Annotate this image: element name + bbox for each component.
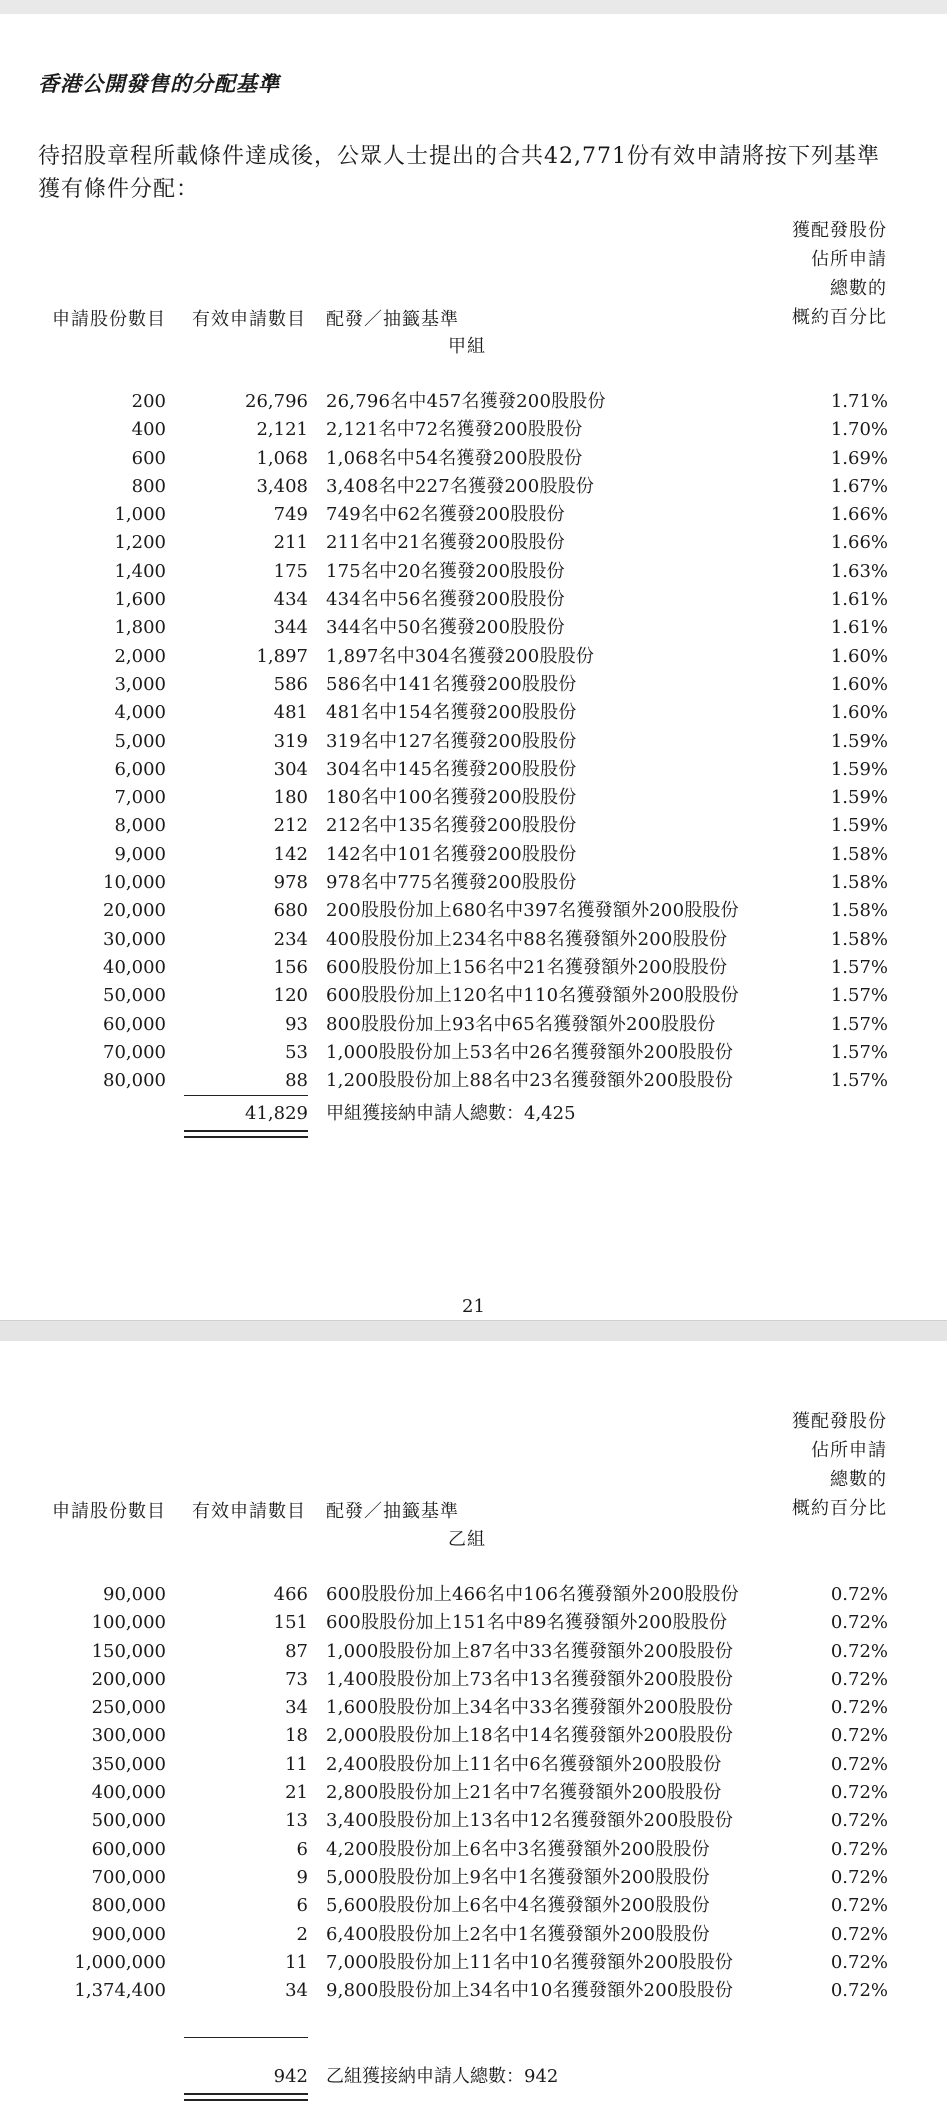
header-percentage-b (727, 1407, 887, 1523)
intro-paragraph: 待招股章程所載條件達成後，公眾人士提出的合共42,771份有效申請將按下列基準獲有條件分配： (38, 144, 880, 202)
total-double-rule-b (184, 2093, 308, 2101)
header-shares-b: 申請股份數目 (52, 1501, 166, 1522)
cell-basis: 1,897名中304名獲發200股股份 (326, 645, 595, 667)
cell-basis: 211名中21名獲發200股股份 (326, 532, 565, 554)
cell-shares: 400 (131, 419, 166, 441)
cell-shares: 200 (131, 391, 166, 412)
cell-shares: 800,000 (91, 1895, 166, 1917)
cell-shares: 1,000 (114, 504, 166, 526)
cell-percentage: 1.58% (830, 872, 888, 894)
table-row (0, 1892, 947, 1920)
table-row (0, 586, 947, 614)
cell-basis: 481名中154名獲發200股股份 (326, 702, 577, 724)
table-row (0, 784, 947, 812)
total-double-rule (184, 1130, 308, 1138)
cell-shares: 80,000 (103, 1070, 166, 1092)
total-label-a: 甲組獲接納申請人總數：4,425 (326, 1103, 576, 1124)
cell-basis: 1,600股股份加上34名中33名獲發額外200股股份 (326, 1697, 734, 1719)
table-row (0, 1921, 947, 1949)
total-valid-apps-b: 942 (273, 2066, 308, 2087)
header-pct-line-3: 總數的 (830, 278, 887, 299)
cell-percentage: 0.72% (830, 1697, 888, 1719)
cell-valid-apps: 142 (273, 843, 308, 865)
table-row (0, 1067, 947, 1095)
cell-valid-apps: 9 (296, 1866, 308, 1888)
cell-percentage: 1.57% (830, 956, 888, 978)
cell-percentage: 0.72% (830, 1923, 888, 1945)
cell-basis: 400股股份加上234名中88名獲發額外200股股份 (326, 928, 728, 950)
cell-valid-apps: 319 (273, 730, 308, 752)
cell-shares: 500,000 (91, 1810, 166, 1832)
cell-basis: 586名中141名獲發200股股份 (326, 673, 577, 695)
cell-valid-apps: 680 (273, 900, 308, 922)
cell-valid-apps: 120 (273, 985, 308, 1007)
table-row (0, 473, 947, 501)
cell-valid-apps: 2,121 (256, 419, 308, 441)
cell-percentage: 1.59% (830, 787, 888, 809)
cell-valid-apps: 88 (285, 1070, 308, 1092)
table-row (0, 1011, 947, 1039)
cell-percentage: 0.72% (830, 1782, 888, 1804)
table-row (0, 1694, 947, 1722)
top-scroll-strip (0, 0, 947, 15)
cell-valid-apps: 87 (285, 1640, 308, 1662)
cell-basis: 319名中127名獲發200股股份 (326, 730, 577, 752)
header-pct-line-2: 佔所申請 (811, 1440, 887, 1461)
cell-basis: 749名中62名獲發200股股份 (326, 504, 565, 526)
table-row (0, 869, 947, 897)
table-row (0, 529, 947, 557)
cell-shares: 7,000 (114, 787, 166, 809)
cell-shares: 700,000 (91, 1866, 166, 1888)
header-pct-line-4: 概約百分比 (792, 307, 887, 328)
cell-valid-apps: 234 (273, 928, 308, 950)
cell-percentage: 0.72% (830, 1584, 888, 1605)
cell-valid-apps: 304 (273, 758, 308, 780)
cell-valid-apps: 34 (285, 1697, 308, 1719)
cell-shares: 100,000 (91, 1612, 166, 1634)
cell-percentage: 0.72% (830, 1895, 888, 1917)
cell-valid-apps: 211 (273, 532, 308, 554)
cell-percentage: 1.60% (830, 702, 888, 724)
cell-shares: 2,000 (114, 645, 166, 667)
cell-valid-apps: 1,068 (256, 447, 308, 469)
table-row (0, 1609, 947, 1637)
cell-percentage: 1.59% (830, 758, 888, 780)
cell-shares: 350,000 (91, 1753, 166, 1775)
header-group-a: 甲組 (448, 336, 486, 357)
cell-percentage: 1.57% (830, 1070, 888, 1092)
table-row (0, 699, 947, 727)
header-pct-line-1: 獲配發股份 (792, 220, 887, 241)
cell-valid-apps: 180 (273, 787, 308, 809)
table-row (0, 897, 947, 925)
cell-valid-apps: 1,897 (256, 645, 308, 667)
cell-valid-apps: 26,796 (245, 391, 308, 412)
table-row (0, 1807, 947, 1835)
cell-basis: 212名中135名獲發200股股份 (326, 815, 577, 837)
cell-percentage: 0.72% (830, 1951, 888, 1973)
cell-valid-apps: 13 (285, 1810, 308, 1832)
cell-shares: 3,000 (114, 673, 166, 695)
cell-basis: 4,200股股份加上6名中3名獲發額外200股股份 (326, 1838, 710, 1860)
cell-shares: 1,200 (114, 532, 166, 554)
table-row (0, 728, 947, 756)
cell-percentage: 0.72% (830, 1866, 888, 1888)
cell-valid-apps: 344 (273, 617, 308, 639)
cell-percentage: 0.72% (830, 1980, 888, 2002)
table-row (0, 1836, 947, 1864)
table-row (0, 558, 947, 586)
table-row (0, 1864, 947, 1892)
cell-basis: 434名中56名獲發200股股份 (326, 589, 565, 611)
cell-valid-apps: 11 (285, 1951, 308, 1973)
header-valid-apps-b: 有效申請數目 (192, 1501, 306, 1522)
cell-shares: 600 (131, 447, 166, 469)
table-row (0, 926, 947, 954)
cell-shares: 250,000 (91, 1697, 166, 1719)
allocation-table-group-a (0, 388, 947, 1095)
cell-basis: 3,408名中227名獲發200股股份 (326, 475, 595, 497)
cell-basis: 1,000股股份加上87名中33名獲發額外200股股份 (326, 1640, 734, 1662)
table-row (0, 1751, 947, 1779)
table-row (0, 841, 947, 869)
cell-shares: 40,000 (103, 956, 166, 978)
document-page-21 (0, 14, 947, 1320)
cell-valid-apps: 175 (273, 560, 308, 582)
cell-shares: 400,000 (91, 1782, 166, 1804)
cell-basis: 600股股份加上120名中110名獲發額外200股股份 (326, 985, 739, 1007)
cell-shares: 150,000 (91, 1640, 166, 1662)
cell-percentage: 1.60% (830, 645, 888, 667)
cell-percentage: 0.72% (830, 1810, 888, 1832)
cell-percentage: 0.72% (830, 1612, 888, 1634)
cell-valid-apps: 151 (273, 1612, 308, 1634)
total-rule-b (184, 2037, 308, 2038)
cell-percentage: 1.61% (830, 589, 888, 611)
table-row (0, 388, 947, 416)
cell-basis: 1,068名中54名獲發200股股份 (326, 447, 583, 469)
cell-basis: 5,600股股份加上6名中4名獲發額外200股股份 (326, 1895, 710, 1917)
cell-basis: 978名中775名獲發200股股份 (326, 872, 577, 894)
total-valid-apps-a: 41,829 (245, 1103, 308, 1124)
page-gap (0, 1320, 947, 1342)
header-valid-apps: 有效申請數目 (192, 309, 306, 330)
cell-percentage: 1.57% (830, 985, 888, 1007)
cell-percentage: 0.72% (830, 1640, 888, 1662)
header-pct-line-4: 概約百分比 (792, 1498, 887, 1519)
table-row (0, 671, 947, 699)
table-row (0, 1977, 947, 2005)
table-row (0, 756, 947, 784)
cell-percentage: 1.69% (830, 447, 888, 469)
cell-basis: 9,800股股份加上34名中10名獲發額外200股股份 (326, 1980, 734, 2002)
cell-basis: 2,000股股份加上18名中14名獲發額外200股股份 (326, 1725, 734, 1747)
cell-basis: 7,000股股份加上11名中10名獲發額外200股股份 (326, 1951, 734, 1973)
cell-valid-apps: 481 (273, 702, 308, 724)
cell-percentage: 1.59% (830, 730, 888, 752)
cell-shares: 800 (131, 475, 166, 497)
table-row (0, 1779, 947, 1807)
cell-percentage: 0.72% (830, 1753, 888, 1775)
cell-percentage: 1.61% (830, 617, 888, 639)
document-page-22 (0, 1341, 947, 2113)
cell-shares: 900,000 (91, 1923, 166, 1945)
total-rule (184, 1095, 308, 1096)
header-group-b: 乙組 (448, 1529, 486, 1550)
header-basis: 配發／抽籤基準 (326, 309, 459, 330)
cell-basis: 200股股份加上680名中397名獲發額外200股股份 (326, 900, 739, 922)
cell-basis: 1,000股股份加上53名中26名獲發額外200股股份 (326, 1041, 734, 1063)
table-row (0, 1722, 947, 1750)
cell-shares: 1,374,400 (74, 1980, 166, 2002)
header-pct-line-1: 獲配發股份 (792, 1411, 887, 1432)
cell-basis: 26,796名中457名獲發200股股份 (326, 391, 606, 412)
table-row (0, 1638, 947, 1666)
table-row (0, 1949, 947, 1977)
cell-basis: 180名中100名獲發200股股份 (326, 787, 577, 809)
header-pct-line-2: 佔所申請 (811, 249, 887, 270)
cell-valid-apps: 6 (296, 1895, 308, 1917)
header-shares: 申請股份數目 (52, 309, 166, 330)
cell-shares: 30,000 (103, 928, 166, 950)
cell-basis: 1,200股股份加上88名中23名獲發額外200股股份 (326, 1070, 734, 1092)
table-row (0, 445, 947, 473)
cell-basis: 2,400股股份加上11名中6名獲發額外200股股份 (326, 1753, 722, 1775)
cell-basis: 142名中101名獲發200股股份 (326, 843, 577, 865)
cell-valid-apps: 73 (285, 1668, 308, 1690)
cell-valid-apps: 2 (296, 1923, 308, 1945)
cell-shares: 1,400 (114, 560, 166, 582)
cell-basis: 344名中50名獲發200股股份 (326, 617, 565, 639)
cell-percentage: 0.72% (830, 1838, 888, 1860)
page-number: 21 (462, 1296, 485, 1317)
cell-shares: 600,000 (91, 1838, 166, 1860)
section-heading: 香港公開發售的分配基準 (38, 71, 280, 96)
cell-shares: 1,000,000 (74, 1951, 166, 1973)
cell-valid-apps: 6 (296, 1838, 308, 1860)
cell-percentage: 1.63% (830, 560, 888, 582)
cell-percentage: 1.57% (830, 1041, 888, 1063)
cell-shares: 10,000 (103, 872, 166, 894)
cell-valid-apps: 212 (273, 815, 308, 837)
cell-percentage: 1.59% (830, 815, 888, 837)
cell-valid-apps: 434 (273, 589, 308, 611)
table-row (0, 812, 947, 840)
cell-shares: 1,600 (114, 589, 166, 611)
cell-percentage: 1.58% (830, 843, 888, 865)
cell-basis: 2,121名中72名獲發200股股份 (326, 419, 583, 441)
cell-valid-apps: 3,408 (256, 475, 308, 497)
cell-shares: 5,000 (114, 730, 166, 752)
cell-shares: 20,000 (103, 900, 166, 922)
cell-shares: 90,000 (103, 1584, 166, 1605)
cell-shares: 60,000 (103, 1013, 166, 1035)
cell-valid-apps: 586 (273, 673, 308, 695)
cell-basis: 3,400股股份加上13名中12名獲發額外200股股份 (326, 1810, 734, 1832)
table-row (0, 1039, 947, 1067)
cell-basis: 5,000股股份加上9名中1名獲發額外200股股份 (326, 1866, 710, 1888)
cell-shares: 50,000 (103, 985, 166, 1007)
cell-shares: 4,000 (114, 702, 166, 724)
header-percentage (727, 216, 887, 332)
cell-basis: 800股股份加上93名中65名獲發額外200股股份 (326, 1013, 716, 1035)
cell-basis: 2,800股股份加上21名中7名獲發額外200股股份 (326, 1782, 722, 1804)
table-row (0, 501, 947, 529)
cell-shares: 9,000 (114, 843, 166, 865)
header-basis-b: 配發／抽籤基準 (326, 1501, 459, 1522)
header-pct-line-3: 總數的 (830, 1469, 887, 1490)
cell-percentage: 0.72% (830, 1725, 888, 1747)
cell-valid-apps: 11 (285, 1753, 308, 1775)
total-label-b: 乙組獲接納申請人總數：942 (326, 2066, 559, 2087)
cell-basis: 600股股份加上466名中106名獲發額外200股股份 (326, 1584, 739, 1605)
cell-valid-apps: 978 (273, 872, 308, 894)
cell-basis: 1,400股股份加上73名中13名獲發額外200股股份 (326, 1668, 734, 1690)
cell-valid-apps: 34 (285, 1980, 308, 2002)
cell-valid-apps: 53 (285, 1041, 308, 1063)
cell-basis: 304名中145名獲發200股股份 (326, 758, 577, 780)
cell-percentage: 1.60% (830, 673, 888, 695)
cell-percentage: 1.58% (830, 900, 888, 922)
table-row (0, 614, 947, 642)
cell-percentage: 1.57% (830, 1013, 888, 1035)
cell-basis: 600股股份加上151名中89名獲發額外200股股份 (326, 1612, 728, 1634)
cell-percentage: 0.72% (830, 1668, 888, 1690)
cell-percentage: 1.70% (830, 419, 888, 441)
cell-percentage: 1.66% (830, 532, 888, 554)
cell-valid-apps: 18 (285, 1725, 308, 1747)
table-row (0, 1666, 947, 1694)
cell-percentage: 1.71% (830, 391, 888, 412)
cell-valid-apps: 21 (285, 1782, 308, 1804)
table-row (0, 416, 947, 444)
cell-shares: 8,000 (114, 815, 166, 837)
cell-basis: 600股股份加上156名中21名獲發額外200股股份 (326, 956, 728, 978)
cell-shares: 70,000 (103, 1041, 166, 1063)
cell-percentage: 1.66% (830, 504, 888, 526)
table-row (0, 1581, 947, 1609)
table-row (0, 982, 947, 1010)
cell-shares: 1,800 (114, 617, 166, 639)
table-row (0, 643, 947, 671)
cell-shares: 200,000 (91, 1668, 166, 1690)
cell-percentage: 1.58% (830, 928, 888, 950)
cell-valid-apps: 466 (273, 1584, 308, 1605)
cell-shares: 300,000 (91, 1725, 166, 1747)
cell-basis: 175名中20名獲發200股股份 (326, 560, 565, 582)
cell-shares: 6,000 (114, 758, 166, 780)
cell-valid-apps: 93 (285, 1013, 308, 1035)
cell-percentage: 1.67% (830, 475, 888, 497)
allocation-table-group-b (0, 1581, 947, 2005)
cell-valid-apps: 156 (273, 956, 308, 978)
cell-basis: 6,400股股份加上2名中1名獲發額外200股股份 (326, 1923, 710, 1945)
table-row (0, 954, 947, 982)
cell-valid-apps: 749 (273, 504, 308, 526)
